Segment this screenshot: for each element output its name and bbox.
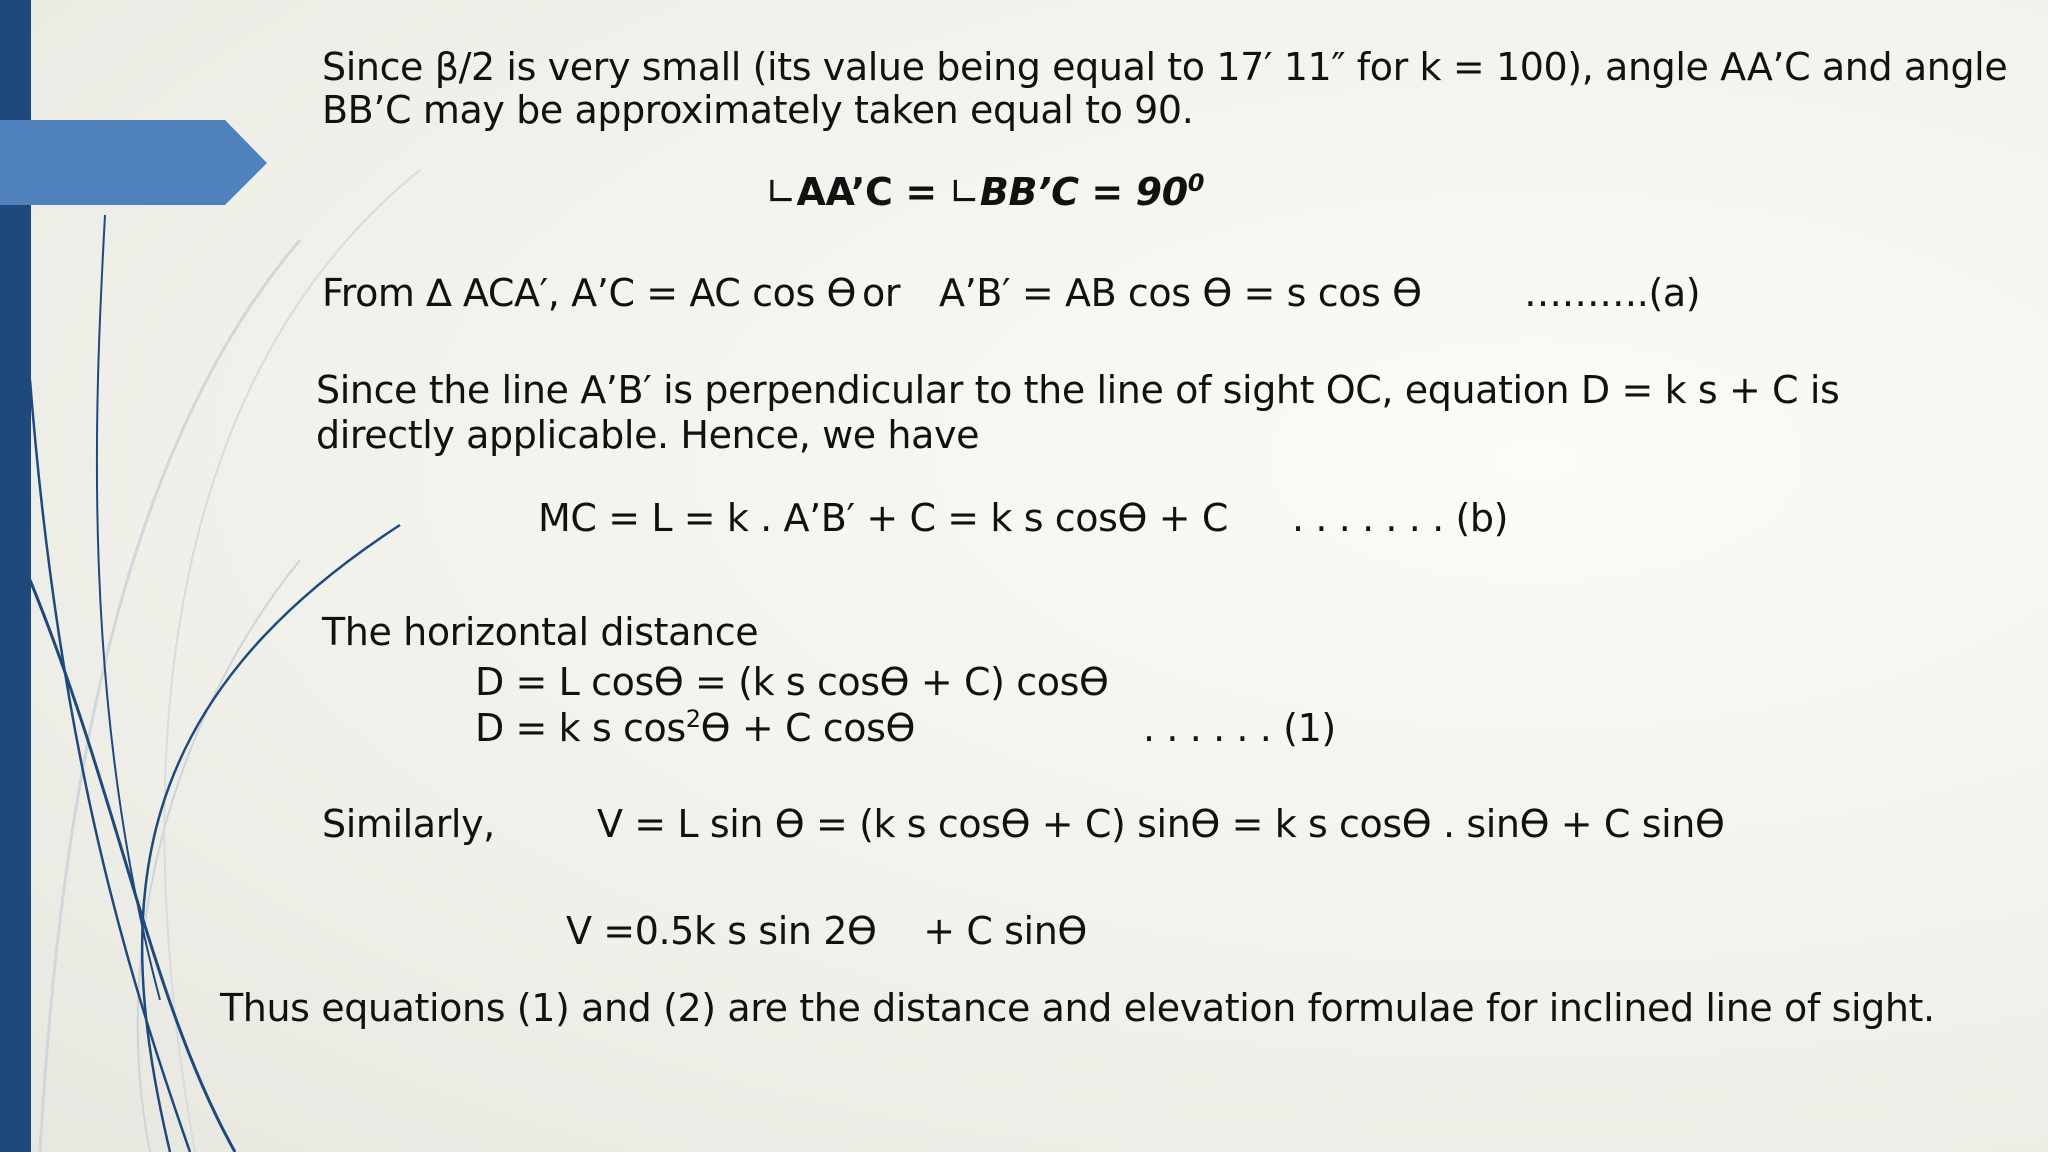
decorative-curve <box>97 215 160 1000</box>
angle-eq-left: AA’C = <box>796 170 937 214</box>
decorative-curve <box>30 580 235 1152</box>
v-equation-2: V =0.5k s sin 2ϴ + C sinϴ <box>566 909 1087 953</box>
equation-tag-1: . . . . . . (1) <box>1143 706 1336 750</box>
paragraph-1-line-1: Since β/2 is very small (its value being equal to 17′ 11″ for k = 100), angle AA’C and angle <box>322 45 2008 89</box>
angle-symbol: ∟ <box>948 170 980 214</box>
horizontal-distance-label: The horizontal distance <box>322 610 759 654</box>
mc-equation: MC = L = k . A’B′ + C = k s cosϴ + C <box>538 496 1228 540</box>
d-equation-1: D = L cosϴ = (k s cosϴ + C) cosϴ <box>475 660 1109 704</box>
equation-tag-a: ……….(a) <box>1524 271 1701 315</box>
decorative-curve <box>138 560 300 1152</box>
paragraph-2-line-2: directly applicable. Hence, we have <box>316 413 980 457</box>
angle-eq-superscript: 0 <box>1187 169 1205 197</box>
ab-cos-equation: A’B′ = AB cos ϴ = s cos ϴ <box>939 271 1422 315</box>
similarly-label: Similarly, <box>322 802 495 846</box>
d-equation-2: D = k s $\cos^2ϴ + C$ cosϴ <box>475 705 916 750</box>
conclusion-text: Thus equations (1) and (2) are the distance and elevation formulae for inclined line of sight. <box>220 986 1935 1030</box>
angle-eq-right: BB’C = 90 <box>979 170 1188 214</box>
angle-equation <box>765 170 1204 214</box>
paragraph-2-line-1: Since the line A’B′ is perpendicular to the line of sight OC, equation D = k s + C is <box>316 368 1840 412</box>
v-equation-1: V = L sin ϴ = (k s cosϴ + C) sinϴ = k s cosϴ . sinϴ + C sinϴ <box>597 802 1725 846</box>
arrow-shape <box>0 120 267 205</box>
equation-tag-b: . . . . . . . (b) <box>1292 496 1509 540</box>
paragraph-1-line-2: BB’C may be approximately taken equal to 90. <box>322 88 1194 132</box>
from-triangle-equation: From ∆ ACA′, A’C = AC cos ϴ <box>322 271 857 315</box>
squared-superscript: 2 <box>685 705 701 733</box>
or-word: or <box>862 271 901 315</box>
angle-symbol: ∟ <box>765 170 797 214</box>
